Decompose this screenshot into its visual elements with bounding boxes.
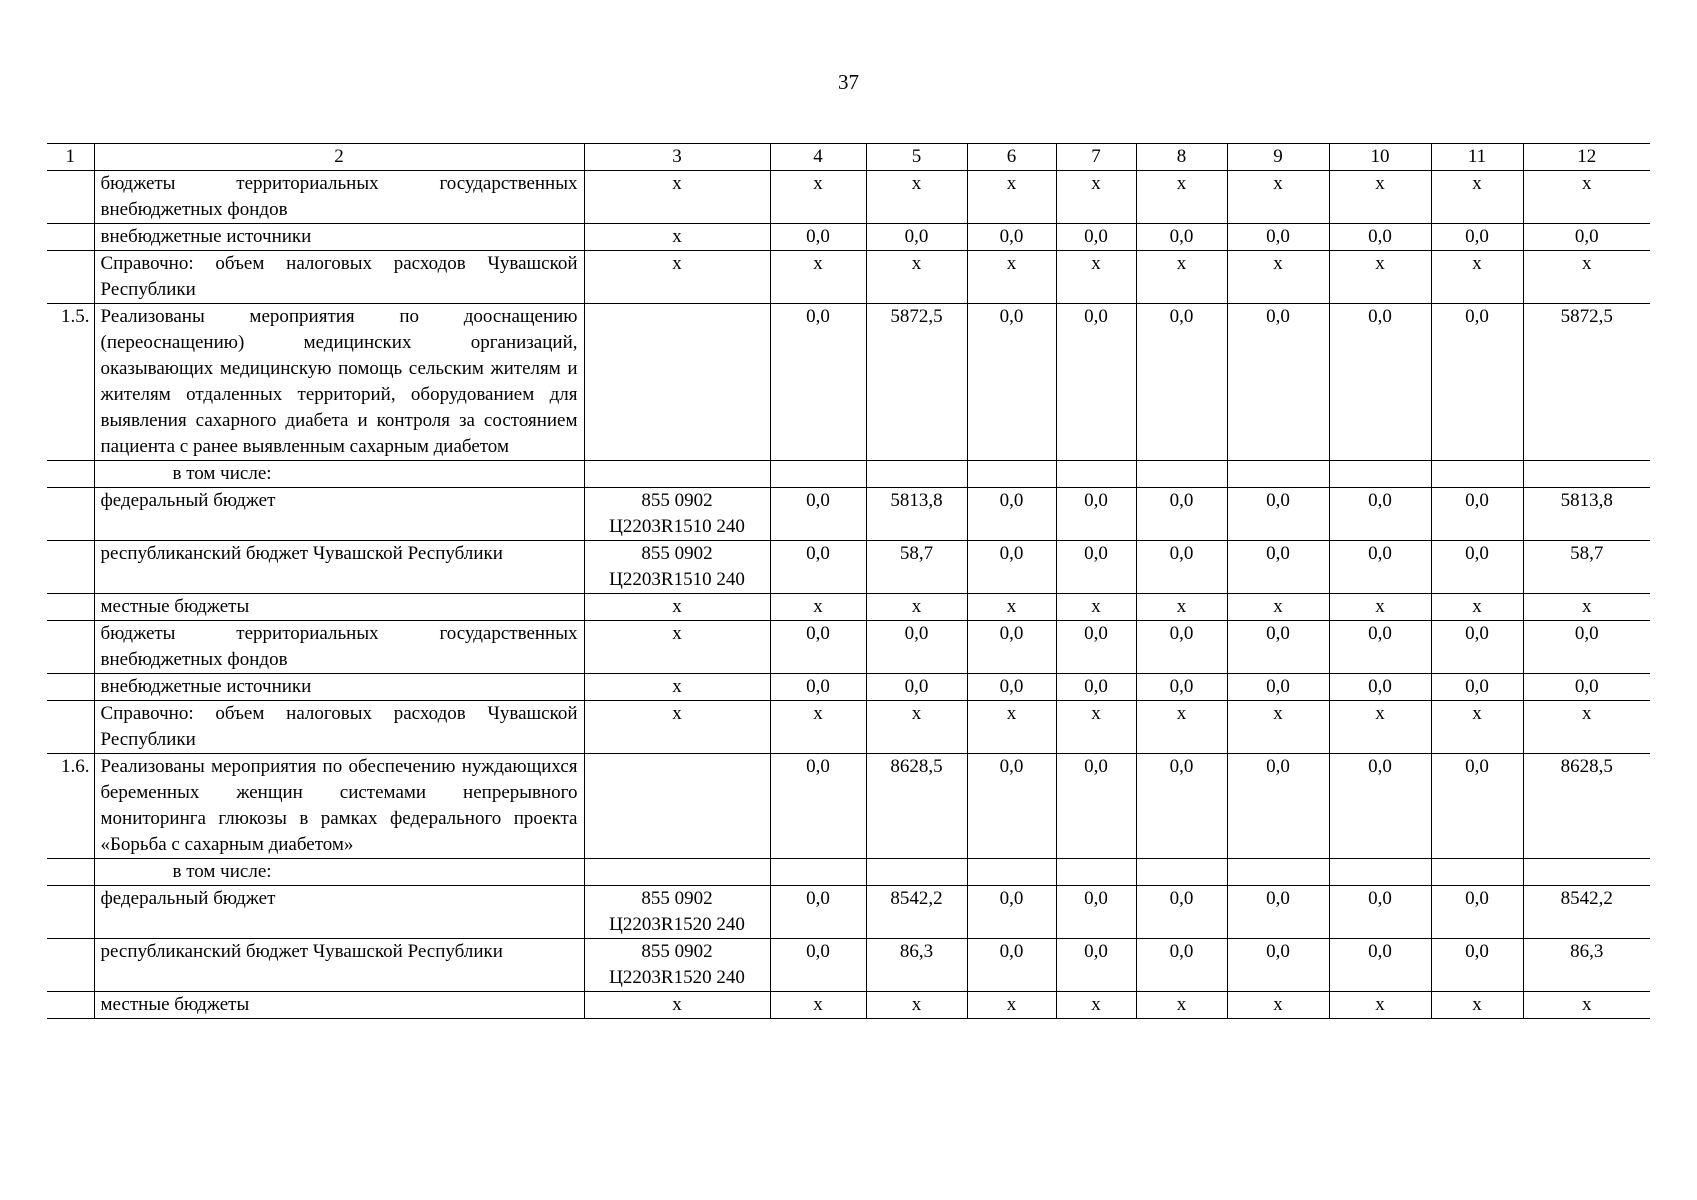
- value-cell: 0,0: [866, 674, 967, 701]
- value-cell: [770, 461, 866, 488]
- value-cell: 0,0: [1329, 886, 1431, 939]
- value-cell: x: [1227, 251, 1329, 304]
- value-cell: 0,0: [1227, 488, 1329, 541]
- value-cell: x: [1431, 992, 1523, 1019]
- value-cell: [866, 461, 967, 488]
- value-cell: 0,0: [1329, 541, 1431, 594]
- value-cell: x: [1329, 701, 1431, 754]
- row-description: федеральный бюджет: [94, 886, 584, 939]
- value-cell: x: [770, 594, 866, 621]
- column-header: 12: [1523, 144, 1650, 171]
- row-number: [47, 224, 94, 251]
- table-row: [47, 541, 1650, 594]
- value-cell: 0,0: [1136, 541, 1227, 594]
- row-number: [47, 541, 94, 594]
- value-cell: [1431, 859, 1523, 886]
- value-cell: x: [770, 171, 866, 224]
- row-description: республиканский бюджет Чувашской Республики: [94, 541, 584, 594]
- budget-code: [584, 541, 770, 594]
- table-row: [47, 754, 1650, 859]
- value-cell: x: [1227, 594, 1329, 621]
- budget-code-line: Ц2203R1510 240: [609, 569, 745, 590]
- value-cell: [1431, 461, 1523, 488]
- column-header: 1: [47, 144, 94, 171]
- value-cell: 0,0: [866, 621, 967, 674]
- value-cell: 0,0: [1329, 224, 1431, 251]
- value-cell: 5872,5: [1523, 304, 1650, 461]
- page-number: 37: [838, 70, 859, 94]
- budget-code: [584, 488, 770, 541]
- value-cell: x: [1136, 992, 1227, 1019]
- budget-code-line: x: [672, 173, 682, 194]
- table-row: [47, 886, 1650, 939]
- value-cell: x: [1523, 992, 1650, 1019]
- value-cell: 0,0: [1056, 488, 1136, 541]
- row-description: местные бюджеты: [94, 992, 584, 1019]
- value-cell: x: [1136, 171, 1227, 224]
- budget-code: [584, 171, 770, 224]
- budget-code: [584, 594, 770, 621]
- row-number: 1.6.: [47, 754, 94, 859]
- column-header: 2: [94, 144, 584, 171]
- budget-code: [584, 886, 770, 939]
- column-header: 11: [1431, 144, 1523, 171]
- budget-code: [584, 621, 770, 674]
- budget-table: [47, 143, 1650, 1019]
- value-cell: 0,0: [770, 224, 866, 251]
- row-number: [47, 488, 94, 541]
- budget-code-line: Ц2203R1510 240: [609, 516, 745, 537]
- value-cell: x: [1227, 992, 1329, 1019]
- value-cell: 0,0: [967, 488, 1056, 541]
- value-cell: 58,7: [1523, 541, 1650, 594]
- row-number: [47, 992, 94, 1019]
- value-cell: 0,0: [1329, 621, 1431, 674]
- value-cell: [1136, 859, 1227, 886]
- row-number: [47, 701, 94, 754]
- value-cell: 0,0: [1523, 224, 1650, 251]
- value-cell: 0,0: [1227, 621, 1329, 674]
- value-cell: 0,0: [967, 674, 1056, 701]
- value-cell: [967, 461, 1056, 488]
- value-cell: [1523, 859, 1650, 886]
- column-header: 7: [1056, 144, 1136, 171]
- value-cell: 0,0: [770, 674, 866, 701]
- row-description: бюджеты территориальных государственных внебюджетных фондов: [94, 171, 584, 224]
- value-cell: 0,0: [1523, 621, 1650, 674]
- row-description: федеральный бюджет: [94, 488, 584, 541]
- value-cell: 5872,5: [866, 304, 967, 461]
- value-cell: 0,0: [1056, 754, 1136, 859]
- value-cell: 0,0: [967, 754, 1056, 859]
- value-cell: x: [1056, 992, 1136, 1019]
- table-row: [47, 701, 1650, 754]
- value-cell: x: [1136, 701, 1227, 754]
- value-cell: 0,0: [1227, 674, 1329, 701]
- value-cell: 0,0: [770, 939, 866, 992]
- value-cell: x: [967, 594, 1056, 621]
- value-cell: [1329, 859, 1431, 886]
- row-description: в том числе:: [94, 859, 584, 886]
- column-header: 9: [1227, 144, 1329, 171]
- value-cell: 0,0: [1329, 488, 1431, 541]
- row-description: внебюджетные источники: [94, 224, 584, 251]
- value-cell: 0,0: [770, 754, 866, 859]
- value-cell: 0,0: [1136, 621, 1227, 674]
- value-cell: x: [1227, 701, 1329, 754]
- budget-code-line: 855 0902: [641, 490, 713, 511]
- value-cell: 86,3: [866, 939, 967, 992]
- value-cell: [1329, 461, 1431, 488]
- value-cell: x: [1056, 171, 1136, 224]
- table-row: [47, 251, 1650, 304]
- table-row: [47, 939, 1650, 992]
- value-cell: x: [1523, 701, 1650, 754]
- value-cell: x: [967, 992, 1056, 1019]
- budget-code-line: x: [672, 994, 682, 1015]
- value-cell: 0,0: [967, 224, 1056, 251]
- value-cell: 8628,5: [866, 754, 967, 859]
- value-cell: 0,0: [1056, 886, 1136, 939]
- value-cell: 0,0: [1136, 754, 1227, 859]
- value-cell: 0,0: [967, 541, 1056, 594]
- value-cell: 0,0: [1431, 886, 1523, 939]
- value-cell: x: [1329, 251, 1431, 304]
- column-header: 4: [770, 144, 866, 171]
- row-number: [47, 674, 94, 701]
- value-cell: x: [866, 251, 967, 304]
- row-number: 1.5.: [47, 304, 94, 461]
- value-cell: 0,0: [1136, 488, 1227, 541]
- table-row: [47, 304, 1650, 461]
- value-cell: 0,0: [770, 488, 866, 541]
- value-cell: 8628,5: [1523, 754, 1650, 859]
- table-row: [47, 488, 1650, 541]
- value-cell: x: [1431, 701, 1523, 754]
- value-cell: 0,0: [1056, 224, 1136, 251]
- value-cell: x: [1431, 251, 1523, 304]
- row-description: Реализованы мероприятия по обеспечению нуждающихся беременных женщин системами непрерывного мониторинга глюкозы в рамках федерального проекта «Борьба с сахарным диабетом»: [94, 754, 584, 859]
- value-cell: 0,0: [1056, 939, 1136, 992]
- budget-code-line: 855 0902: [641, 941, 713, 962]
- value-cell: 0,0: [1227, 224, 1329, 251]
- budget-code-line: x: [672, 623, 682, 644]
- table-row: [47, 621, 1650, 674]
- value-cell: 8542,2: [1523, 886, 1650, 939]
- value-cell: 0,0: [1136, 674, 1227, 701]
- value-cell: 0,0: [770, 304, 866, 461]
- value-cell: [770, 859, 866, 886]
- row-description: Справочно: объем налоговых расходов Чувашской Республики: [94, 701, 584, 754]
- column-header: 3: [584, 144, 770, 171]
- value-cell: x: [1136, 251, 1227, 304]
- value-cell: 5813,8: [1523, 488, 1650, 541]
- row-description: Справочно: объем налоговых расходов Чувашской Республики: [94, 251, 584, 304]
- row-number: [47, 939, 94, 992]
- value-cell: x: [967, 701, 1056, 754]
- value-cell: [1227, 859, 1329, 886]
- column-header: 8: [1136, 144, 1227, 171]
- budget-code-line: x: [672, 703, 682, 724]
- table-row: [47, 224, 1650, 251]
- row-number: [47, 886, 94, 939]
- column-header: 10: [1329, 144, 1431, 171]
- value-cell: x: [967, 171, 1056, 224]
- budget-code: [584, 701, 770, 754]
- value-cell: 0,0: [1431, 939, 1523, 992]
- value-cell: x: [967, 251, 1056, 304]
- value-cell: x: [770, 992, 866, 1019]
- value-cell: 0,0: [1431, 304, 1523, 461]
- value-cell: 0,0: [1136, 886, 1227, 939]
- budget-code: [584, 251, 770, 304]
- value-cell: x: [1056, 594, 1136, 621]
- value-cell: 0,0: [1431, 754, 1523, 859]
- value-cell: 0,0: [1329, 674, 1431, 701]
- table-row: [47, 594, 1650, 621]
- value-cell: 0,0: [1227, 541, 1329, 594]
- budget-code-line: Ц2203R1520 240: [609, 914, 745, 935]
- value-cell: 0,0: [1431, 621, 1523, 674]
- value-cell: 0,0: [967, 886, 1056, 939]
- budget-code-line: 855 0902: [641, 888, 713, 909]
- value-cell: 0,0: [1227, 939, 1329, 992]
- value-cell: 0,0: [770, 541, 866, 594]
- value-cell: 0,0: [1056, 621, 1136, 674]
- value-cell: [1136, 461, 1227, 488]
- budget-code-line: x: [672, 253, 682, 274]
- column-header: 6: [967, 144, 1056, 171]
- value-cell: 0,0: [1329, 304, 1431, 461]
- budget-code: [584, 674, 770, 701]
- budget-code: [584, 224, 770, 251]
- value-cell: 0,0: [1227, 754, 1329, 859]
- value-cell: 0,0: [1136, 224, 1227, 251]
- value-cell: x: [1431, 171, 1523, 224]
- value-cell: x: [1329, 594, 1431, 621]
- value-cell: x: [1136, 594, 1227, 621]
- value-cell: [1523, 461, 1650, 488]
- value-cell: x: [1431, 594, 1523, 621]
- value-cell: 86,3: [1523, 939, 1650, 992]
- row-number: [47, 621, 94, 674]
- value-cell: 5813,8: [866, 488, 967, 541]
- value-cell: x: [1227, 171, 1329, 224]
- value-cell: 0,0: [1136, 939, 1227, 992]
- value-cell: 0,0: [770, 621, 866, 674]
- budget-code-line: x: [672, 596, 682, 617]
- value-cell: x: [1523, 171, 1650, 224]
- budget-code: [584, 754, 770, 859]
- budget-code: [584, 939, 770, 992]
- value-cell: 0,0: [967, 304, 1056, 461]
- table-row: [47, 859, 1650, 886]
- value-cell: 0,0: [1227, 886, 1329, 939]
- value-cell: x: [866, 992, 967, 1019]
- budget-code: [584, 992, 770, 1019]
- row-number: [47, 594, 94, 621]
- row-description: внебюджетные источники: [94, 674, 584, 701]
- table-row: [47, 461, 1650, 488]
- budget-code-line: 855 0902: [641, 543, 713, 564]
- value-cell: x: [1523, 251, 1650, 304]
- value-cell: 0,0: [1056, 541, 1136, 594]
- value-cell: x: [1329, 171, 1431, 224]
- table-header-row: [47, 144, 1650, 171]
- value-cell: 0,0: [1431, 488, 1523, 541]
- value-cell: x: [770, 251, 866, 304]
- row-number: [47, 251, 94, 304]
- value-cell: 0,0: [1136, 304, 1227, 461]
- value-cell: [967, 859, 1056, 886]
- column-header: 5: [866, 144, 967, 171]
- value-cell: [1056, 859, 1136, 886]
- value-cell: x: [866, 701, 967, 754]
- table-row: [47, 171, 1650, 224]
- value-cell: x: [1056, 701, 1136, 754]
- value-cell: 0,0: [1329, 939, 1431, 992]
- budget-code-line: x: [672, 226, 682, 247]
- value-cell: 0,0: [1227, 304, 1329, 461]
- value-cell: 0,0: [770, 886, 866, 939]
- row-number: [47, 171, 94, 224]
- value-cell: x: [866, 594, 967, 621]
- value-cell: 0,0: [967, 621, 1056, 674]
- budget-code: [584, 304, 770, 461]
- table-row: [47, 674, 1650, 701]
- budget-code-line: x: [672, 676, 682, 697]
- table-row: [47, 992, 1650, 1019]
- value-cell: x: [1523, 594, 1650, 621]
- value-cell: [1227, 461, 1329, 488]
- row-number: [47, 859, 94, 886]
- row-description: бюджеты территориальных государственных внебюджетных фондов: [94, 621, 584, 674]
- value-cell: 0,0: [1056, 674, 1136, 701]
- budget-code-line: Ц2203R1520 240: [609, 967, 745, 988]
- value-cell: 58,7: [866, 541, 967, 594]
- value-cell: 8542,2: [866, 886, 967, 939]
- value-cell: x: [770, 701, 866, 754]
- row-description: Реализованы мероприятия по дооснащению (переоснащению) медицинских организаций, оказывающих медицинскую помощь сельским жителям и жителям отдаленных территорий, оборудованием для выявления сахарного диабета и контроля за состоянием пациента с ранее выявленным сахарным диабетом: [94, 304, 584, 461]
- value-cell: x: [866, 171, 967, 224]
- value-cell: 0,0: [1431, 541, 1523, 594]
- value-cell: 0,0: [866, 224, 967, 251]
- value-cell: 0,0: [1523, 674, 1650, 701]
- row-description: в том числе:: [94, 461, 584, 488]
- value-cell: 0,0: [1431, 674, 1523, 701]
- value-cell: [866, 859, 967, 886]
- value-cell: x: [1056, 251, 1136, 304]
- row-description: республиканский бюджет Чувашской Республики: [94, 939, 584, 992]
- value-cell: x: [1329, 992, 1431, 1019]
- value-cell: 0,0: [1431, 224, 1523, 251]
- value-cell: [1056, 461, 1136, 488]
- budget-code: [584, 859, 770, 886]
- budget-code: [584, 461, 770, 488]
- row-number: [47, 461, 94, 488]
- value-cell: 0,0: [1056, 304, 1136, 461]
- value-cell: 0,0: [1329, 754, 1431, 859]
- row-description: местные бюджеты: [94, 594, 584, 621]
- value-cell: 0,0: [967, 939, 1056, 992]
